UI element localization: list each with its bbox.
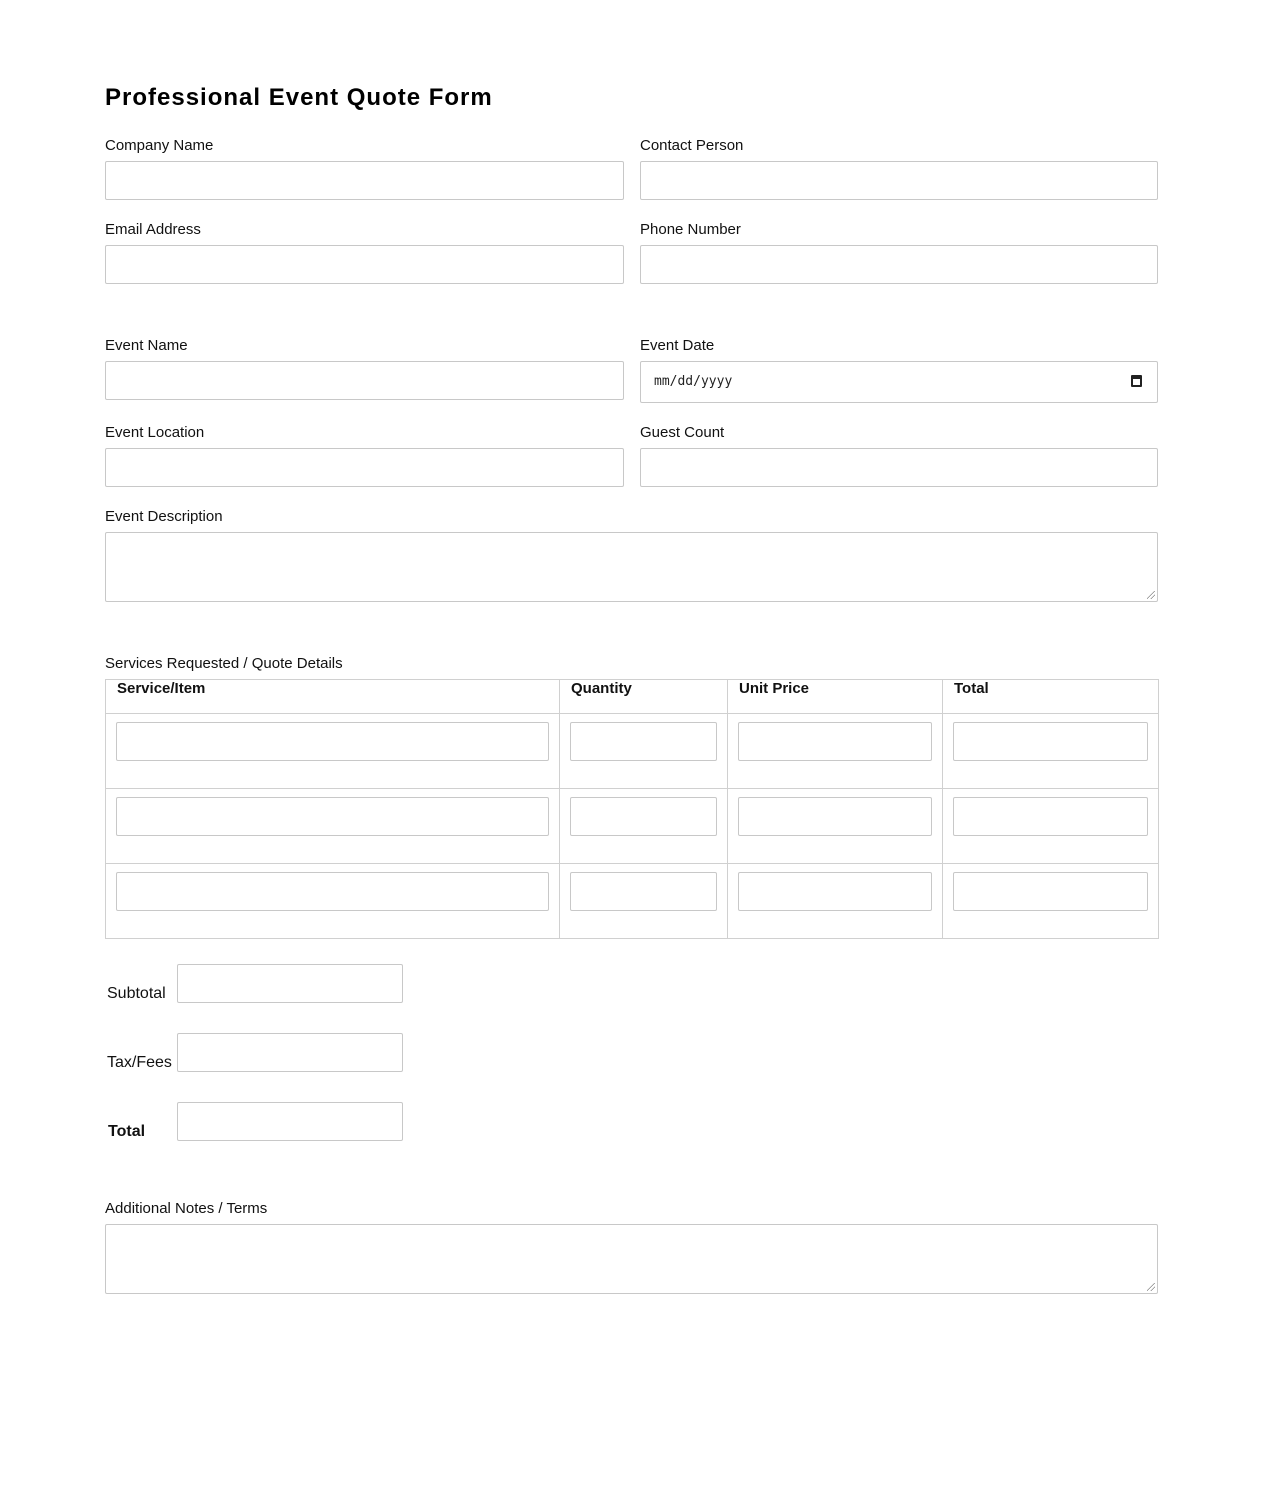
services-table (105, 679, 1159, 939)
service-cell (106, 789, 560, 864)
email-address-label: Email Address (105, 221, 201, 238)
unit-price-input[interactable] (738, 872, 932, 911)
quantity-cell (560, 864, 728, 939)
event-name-input[interactable] (105, 361, 624, 400)
resize-handle-icon[interactable] (1147, 1283, 1155, 1291)
service-input[interactable] (116, 872, 549, 911)
services-section-label: Services Requested / Quote Details (105, 655, 343, 672)
company-name-label: Company Name (105, 137, 214, 154)
column-header-total: Total (943, 680, 1159, 714)
row-total-input[interactable] (953, 797, 1148, 836)
email-address-input[interactable] (105, 245, 624, 284)
calendar-icon[interactable] (1131, 375, 1142, 387)
event-date-input[interactable] (640, 361, 1158, 403)
phone-number-label: Phone Number (640, 221, 741, 238)
row-total-input[interactable] (953, 872, 1148, 911)
quantity-input[interactable] (570, 797, 717, 836)
service-input[interactable] (116, 797, 549, 836)
resize-handle-icon[interactable] (1147, 591, 1155, 599)
service-cell (106, 714, 560, 789)
event-description-textarea[interactable] (105, 532, 1158, 602)
unit-price-cell (728, 864, 943, 939)
event-date-label: Event Date (640, 337, 715, 354)
total-cell (943, 864, 1159, 939)
event-description-label: Event Description (105, 508, 223, 525)
subtotal-label: Subtotal (107, 985, 166, 1002)
event-location-input[interactable] (105, 448, 624, 487)
event-date-placeholder: mm/dd/yyyy (654, 374, 733, 389)
column-header-quantity: Quantity (560, 680, 728, 714)
table-row (106, 789, 1159, 864)
service-input[interactable] (116, 722, 549, 761)
quantity-cell (560, 789, 728, 864)
column-header-service: Service/Item (106, 680, 560, 714)
unit-price-cell (728, 789, 943, 864)
quantity-input[interactable] (570, 872, 717, 911)
quantity-input[interactable] (570, 722, 717, 761)
company-name-input[interactable] (105, 161, 624, 200)
table-row (106, 864, 1159, 939)
total-cell (943, 714, 1159, 789)
guest-count-label: Guest Count (640, 424, 725, 441)
row-total-input[interactable] (953, 722, 1148, 761)
tax-fees-label: Tax/Fees (107, 1054, 172, 1071)
contact-person-label: Contact Person (640, 137, 744, 154)
total-label: Total (108, 1123, 146, 1140)
event-location-label: Event Location (105, 424, 205, 441)
table-header-row (106, 680, 1159, 714)
phone-number-input[interactable] (640, 245, 1158, 284)
quantity-cell (560, 714, 728, 789)
service-cell (106, 864, 560, 939)
event-name-label: Event Name (105, 337, 188, 354)
additional-notes-textarea[interactable] (105, 1224, 1158, 1294)
guest-count-input[interactable] (640, 448, 1158, 487)
contact-person-input[interactable] (640, 161, 1158, 200)
subtotal-input[interactable] (177, 964, 403, 1003)
column-header-unit-price: Unit Price (728, 680, 943, 714)
additional-notes-label: Additional Notes / Terms (105, 1200, 268, 1217)
total-input[interactable] (177, 1102, 403, 1141)
unit-price-input[interactable] (738, 797, 932, 836)
table-row (106, 714, 1159, 789)
unit-price-cell (728, 714, 943, 789)
page-title: Professional Event Quote Form (105, 84, 493, 111)
total-cell (943, 789, 1159, 864)
unit-price-input[interactable] (738, 722, 932, 761)
tax-fees-input[interactable] (177, 1033, 403, 1072)
